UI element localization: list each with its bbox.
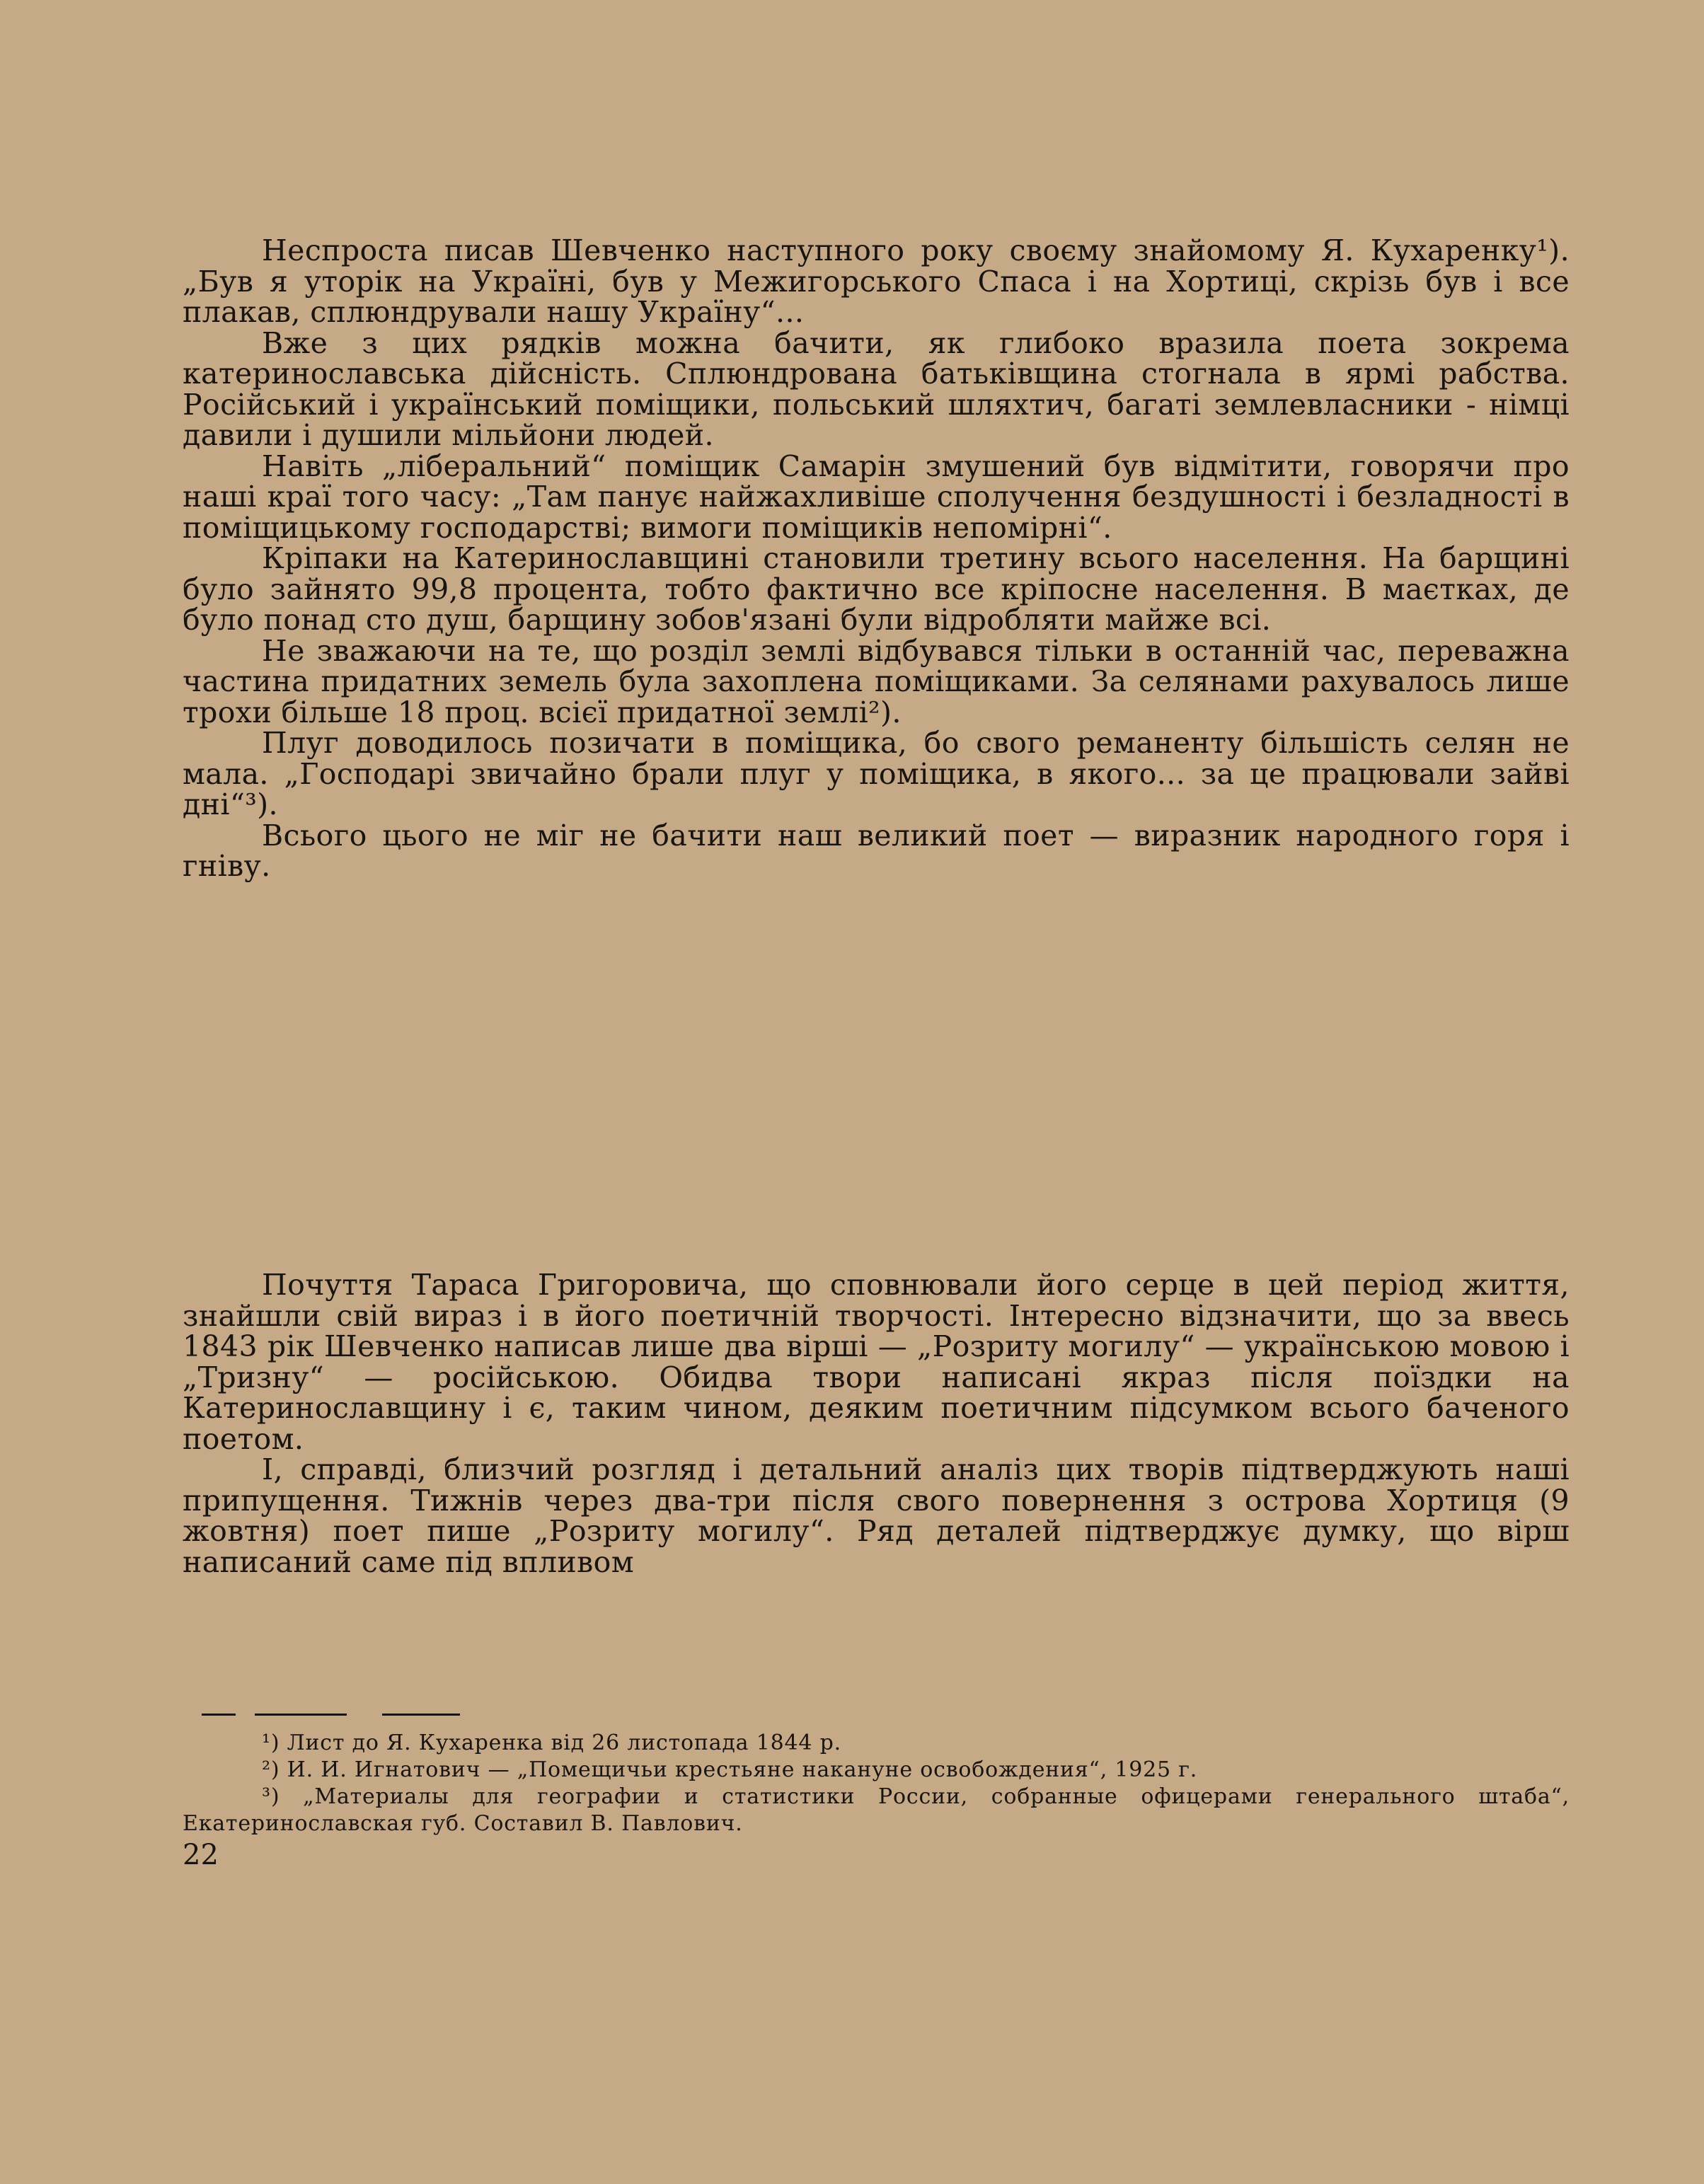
paragraph: Плуг доводилось позичати в поміщика, бо свого реманенту більшість селян не мала. „Господарі звичайно брали плуг у поміщика, в якого... за це працювали зайві дні“³). bbox=[183, 726, 1570, 821]
paragraph: Не зважаючи на те, що розділ землі відбувався тільки в останній час, переважна частина придатних земель була захоплена поміщиками. За селянами рахувалось лише трохи більше 18 проц. всієї придатної землі²). bbox=[183, 633, 1570, 729]
paragraph: Почуття Тараса Григоровича, що сповнювали його серце в цей період життя, знайшли свій вираз і в його поетичній творчості. Інтересно відзначити, що за ввесь 1843 рік Шевченко написав лише два вірші — „Розриту могилу“ — українською мовою і „Тризну“ — російською. Обидва твори написані якраз після поїздки на Катеринославщину і є, таким чином, деяким поетичним підсумком всього баченого поетом. bbox=[183, 1268, 1570, 1456]
footnotes bbox=[183, 1730, 1570, 1837]
paragraph: І, справді, близчий розгляд і детальний аналіз цих творів підтверджують наші припущення. Тижнів через два-три після свого повернення з острова Хортиця (9 жовтня) поет пише „Розриту могилу“. Ряд деталей підтверджує думку, що вірш написаний саме під впливом bbox=[183, 1452, 1570, 1579]
footnote-separator bbox=[255, 1714, 347, 1716]
footnote-separator bbox=[382, 1714, 460, 1716]
paragraph: Кріпаки на Катеринославщині становили третину всього населення. На барщині було зайнято 99,8 процента, тобто фактично все кріпосне населення. В маєтках, де було понад сто душ, барщину зобов'язані були відробляти майже всі. bbox=[183, 541, 1570, 637]
section-one bbox=[183, 233, 1570, 883]
footnote: ²) И. И. Игнатович — „Помещичьи крестьяне накануне освобождения“, 1925 г. bbox=[262, 1757, 1198, 1782]
paragraph: Всього цього не міг не бачити наш великий поет — виразник народного горя і гніву. bbox=[183, 818, 1570, 883]
page-number: 22 bbox=[183, 1839, 219, 1871]
footnote: ³) „Материалы для географии и статистики России, собранные офицерами генерального штаба“, Екатеринославская губ. Составил В. Павлович. bbox=[183, 1784, 1570, 1836]
footnote-separator bbox=[202, 1714, 236, 1716]
footnote: ¹) Лист до Я. Кухаренка від 26 листопада 1844 р. bbox=[262, 1731, 841, 1755]
paragraph: Навіть „ліберальний“ поміщик Самарін змушений був відмітити, говорячи про наші краї того часу: „Там панує найжахливіше сполучення бездушності і безладності в поміщицькому господарстві; вимоги поміщиків непомірні“. bbox=[183, 449, 1570, 545]
paragraph: Вже з цих рядків можна бачити, як глибоко вразила поета зокрема катеринославська дійсність. Сплюндрована батьківщина стогнала в ярмі рабства. Російський і український поміщики, польський шляхтич, багаті землевласники - німці давили і душили мільйони людей. bbox=[183, 325, 1570, 452]
section-two bbox=[183, 1270, 1570, 1578]
paragraph: Неспроста писав Шевченко наступного року своєму знайомому Я. Кухаренку¹). „Був я уторік на Україні, був у Межигорського Спаса і на Хортиці, скрізь був і все плакав, сплюндрували нашу Україну“... bbox=[183, 233, 1570, 329]
